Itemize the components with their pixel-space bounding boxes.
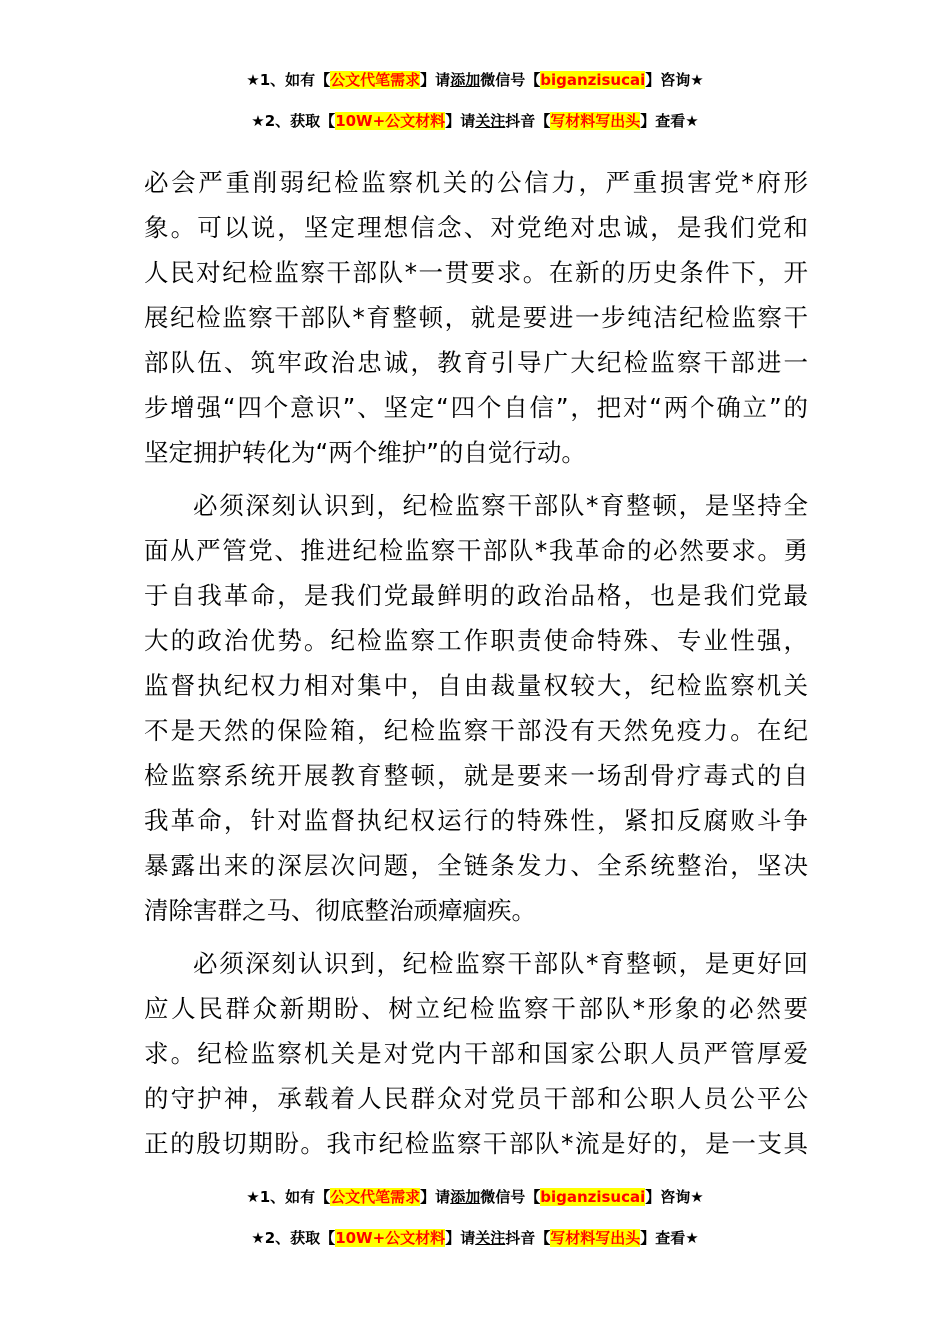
text-line: 必须深刻认识到，纪检监察干部队*育整顿，是坚持全 xyxy=(193,491,808,520)
text-line: 检监察系统开展教育整顿，就是要来一场刮骨疗毒式的自 xyxy=(144,761,808,790)
banner-text: ★2、获取【 xyxy=(251,1229,336,1247)
follow-underline-text: 关注 xyxy=(475,1229,506,1247)
header-banner-line-1 xyxy=(0,69,950,91)
banner-text: 】请 xyxy=(420,71,451,89)
materials-highlight: 10W+公文材料 xyxy=(335,1229,446,1247)
banner-text: 】咨询★ xyxy=(645,1188,704,1206)
text-line: 步增强“四个意识”、坚定“四个自信”，把对“两个确立”的 xyxy=(144,393,808,422)
wechat-id-highlight: biganzisucai xyxy=(540,1188,646,1206)
banner-text: 抖音【 xyxy=(505,1229,551,1247)
text-line: 的守护神，承载着人民群众对党员干部和公职人员公平公 xyxy=(144,1084,808,1113)
text-line: 人民对纪检监察干部队*一贯要求。在新的历史条件下，开 xyxy=(144,258,808,287)
text-line: 不是天然的保险箱，纪检监察干部没有天然免疫力。在纪 xyxy=(144,716,808,745)
banner-text: 】请 xyxy=(420,1188,451,1206)
paragraph-2 xyxy=(144,483,808,933)
banner-text: 】请 xyxy=(445,112,476,130)
douyin-id-highlight: 写材料写出头 xyxy=(550,1229,641,1247)
text-line: 象。可以说，坚定理想信念、对党绝对忠诚，是我们党和 xyxy=(144,213,808,242)
banner-text: ★1、如有【 xyxy=(246,1188,331,1206)
text-line: 应人民群众新期盼、树立纪检监察干部队*形象的必然要 xyxy=(144,994,808,1023)
service-highlight: 公文代笔需求 xyxy=(330,1188,421,1206)
text-line: 清除害群之马、彻底整治顽瘴痼疾。 xyxy=(144,896,536,925)
text-line: 部队伍、筑牢政治忠诚，教育引导广大纪检监察干部进一 xyxy=(144,348,808,377)
paragraph-gap xyxy=(144,475,808,483)
text-line: 大的政治优势。纪检监察工作职责使命特殊、专业性强， xyxy=(144,626,808,655)
paragraph-gap xyxy=(144,933,808,941)
text-line: 求。纪检监察机关是对党内干部和国家公职人员严管厚爱 xyxy=(144,1039,808,1068)
banner-text: 抖音【 xyxy=(505,112,551,130)
text-line: 必会严重削弱纪检监察机关的公信力，严重损害党*府形 xyxy=(144,168,808,197)
text-line: 正的殷切期盼。我市纪检监察干部队*流是好的，是一支具 xyxy=(144,1129,808,1158)
text-line: 我革命，针对监督执纪权运行的特殊性，紧扣反腐败斗争 xyxy=(144,806,808,835)
banner-text: ★2、获取【 xyxy=(251,112,336,130)
banner-text: 微信号【 xyxy=(480,1188,541,1206)
text-line: 面从严管党、推进纪检监察干部队*我革命的必然要求。勇 xyxy=(144,536,808,565)
paragraph-1 xyxy=(144,160,808,475)
paragraph-3 xyxy=(144,941,808,1166)
banner-text: 】咨询★ xyxy=(645,71,704,89)
text-line: 于自我革命，是我们党最鲜明的政治品格，也是我们党最 xyxy=(144,581,808,610)
header-banner-line-2 xyxy=(0,110,950,132)
douyin-id-highlight: 写材料写出头 xyxy=(550,112,641,130)
text-line: 必须深刻认识到，纪检监察干部队*育整顿，是更好回 xyxy=(193,949,808,978)
text-line: 展纪检监察干部队*育整顿，就是要进一步纯洁纪检监察干 xyxy=(144,303,808,332)
add-underline-text: 添加 xyxy=(450,1188,481,1206)
text-line: 坚定拥护转化为“两个维护”的自觉行动。 xyxy=(144,438,586,467)
text-line: 暴露出来的深层次问题，全链条发力、全系统整治，坚决 xyxy=(144,851,808,880)
follow-underline-text: 关注 xyxy=(475,112,506,130)
document-body xyxy=(144,160,808,1166)
footer-banner-line-1 xyxy=(0,1186,950,1208)
banner-text: 】请 xyxy=(445,1229,476,1247)
banner-text: 】查看★ xyxy=(640,1229,699,1247)
wechat-id-highlight: biganzisucai xyxy=(540,71,646,89)
materials-highlight: 10W+公文材料 xyxy=(335,112,446,130)
star-icon-text: ★1、如有【 xyxy=(246,71,331,89)
service-highlight: 公文代笔需求 xyxy=(330,71,421,89)
banner-text: 】查看★ xyxy=(640,112,699,130)
banner-text: 微信号【 xyxy=(480,71,541,89)
add-underline-text: 添加 xyxy=(450,71,481,89)
text-line: 监督执纪权力相对集中，自由裁量权较大，纪检监察机关 xyxy=(144,671,808,700)
footer-banner-line-2 xyxy=(0,1227,950,1249)
